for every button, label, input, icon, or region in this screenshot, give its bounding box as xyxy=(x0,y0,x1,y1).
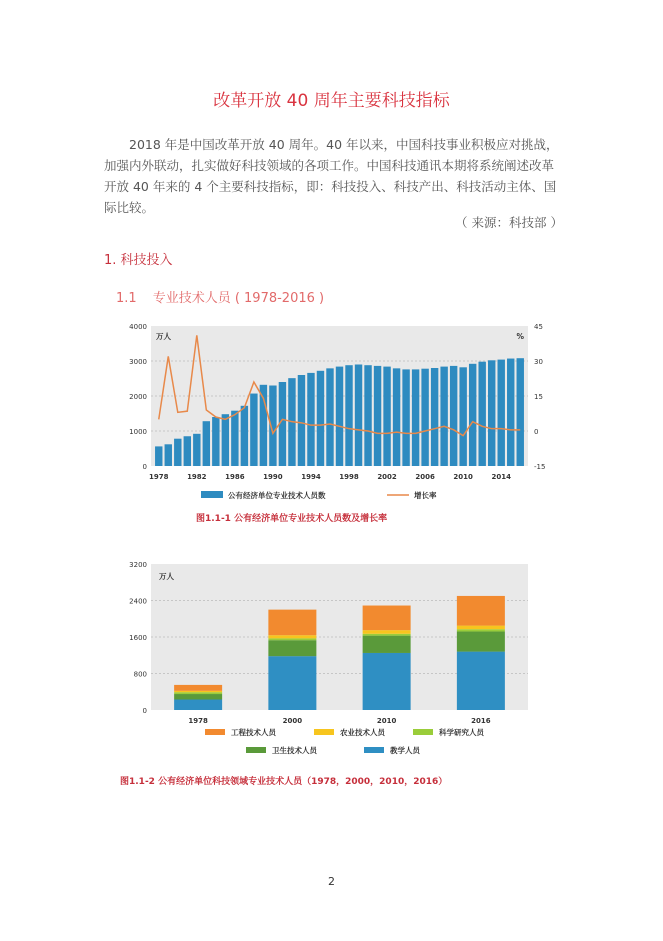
legend-label: 农业技术人员 xyxy=(340,728,385,737)
bar xyxy=(326,368,333,466)
x-tick-label: 1994 xyxy=(301,473,321,481)
page-number: 2 xyxy=(328,875,335,888)
stacked-bar-segment xyxy=(457,629,505,631)
legend-label: 科学研究人员 xyxy=(439,728,484,737)
bar xyxy=(155,446,162,466)
bar xyxy=(231,411,238,466)
bar xyxy=(307,373,314,466)
y2-tick-label: 45 xyxy=(534,323,543,331)
x-tick-label: 2000 xyxy=(282,717,303,725)
y2-tick-label: 30 xyxy=(534,358,543,366)
stacked-bar-segment xyxy=(363,606,411,631)
legend-swatch xyxy=(205,729,225,735)
stacked-bar-segment xyxy=(174,694,222,699)
y-axis-unit: 万人 xyxy=(156,332,171,341)
bar xyxy=(421,369,428,466)
legend-swatch xyxy=(314,729,334,735)
legend-swatch xyxy=(413,729,433,735)
section-number: 1.1 xyxy=(116,291,137,306)
stacked-bar-segment xyxy=(174,700,222,710)
bar xyxy=(412,369,419,466)
y-tick-label: 3000 xyxy=(129,358,147,366)
stacked-bar-segment xyxy=(363,653,411,710)
x-tick-label: 1990 xyxy=(263,473,283,481)
chart-caption: 图1.1-2 公有经济单位科技领域专业技术人员（1978，2000，2010，2016） xyxy=(120,777,448,787)
intro-paragraph: 2018 年是中国改革开放 40 周年。40 年以来，中国科技事业积极应对挑战，加强内外联动，扎实做好科技领域的各项工作。中国科技通讯本期将系统阐述改革开放 40 年来的 4 个主要科技指标，即：科技投入、科技产出、科技活动主体、国际比较。 xyxy=(104,137,559,215)
stacked-bar-segment xyxy=(268,656,316,710)
stacked-bar-segment xyxy=(174,691,222,692)
y2-tick-label: 15 xyxy=(534,393,543,401)
y2-tick-label: 0 xyxy=(534,428,539,436)
bar xyxy=(383,367,390,466)
y-tick-label: 2400 xyxy=(129,597,147,606)
bar xyxy=(241,406,248,466)
stacked-bar-segment xyxy=(174,685,222,691)
stacked-bar-segment xyxy=(457,652,505,710)
x-tick-label: 1978 xyxy=(188,717,208,725)
chart-caption: 图1.1-1 公有经济单位专业技术人员数及增长率 xyxy=(196,514,388,524)
y-tick-label: 1000 xyxy=(129,428,147,436)
stacked-bar-segment xyxy=(268,640,316,656)
x-tick-label: 2010 xyxy=(453,473,473,481)
y-tick-label: 1600 xyxy=(129,634,147,642)
legend-swatch xyxy=(246,747,266,753)
bar xyxy=(402,369,409,466)
stacked-bar-segment xyxy=(268,635,316,638)
page-title: 改革开放 40 周年主要科技指标 xyxy=(213,91,450,111)
section-heading-1: 1. 科技投入 xyxy=(104,253,173,268)
bar xyxy=(431,368,438,466)
x-tick-label: 2006 xyxy=(415,473,435,481)
stacked-bar-segment xyxy=(363,630,411,634)
legend-label: 卫生技术人员 xyxy=(272,746,317,755)
y2-tick-label: -15 xyxy=(534,463,546,471)
stacked-bar-segment xyxy=(174,692,222,694)
y-tick-label: 0 xyxy=(142,463,147,471)
x-tick-label: 1998 xyxy=(339,473,359,481)
bar xyxy=(317,371,324,466)
x-tick-label: 1986 xyxy=(225,473,245,481)
bar xyxy=(488,360,495,466)
legend-swatch xyxy=(364,747,384,753)
bar xyxy=(507,359,514,466)
bar xyxy=(336,367,343,466)
y-tick-label: 3200 xyxy=(129,561,147,569)
y2-axis-unit: % xyxy=(516,332,524,341)
bar xyxy=(498,360,505,466)
bar xyxy=(450,366,457,466)
x-tick-label: 2002 xyxy=(377,473,397,481)
bar xyxy=(374,366,381,466)
bar xyxy=(345,365,352,466)
legend-label: 教学人员 xyxy=(390,746,420,755)
bar xyxy=(478,362,485,466)
stacked-bar-segment xyxy=(268,638,316,640)
bar xyxy=(440,367,447,466)
stacked-bar-segment xyxy=(457,596,505,626)
bar xyxy=(250,394,257,466)
chart-2-stacked-bar xyxy=(116,556,556,801)
y-tick-label: 4000 xyxy=(129,323,147,331)
section-title: 专业技术人员 ( 1978-2016 ) xyxy=(152,291,325,306)
bar xyxy=(355,365,362,467)
stacked-bar-segment xyxy=(268,610,316,636)
bar xyxy=(184,436,191,466)
stacked-bar-segment xyxy=(457,632,505,652)
bar xyxy=(222,414,229,466)
bar xyxy=(212,417,219,466)
x-tick-label: 1982 xyxy=(187,473,207,481)
y-axis-unit: 万人 xyxy=(159,572,174,581)
bar xyxy=(193,434,200,466)
bar xyxy=(469,364,476,466)
stacked-bar-segment xyxy=(363,634,411,636)
x-tick-label: 2016 xyxy=(471,717,491,725)
bar xyxy=(165,444,172,466)
bar xyxy=(174,439,181,466)
bar xyxy=(203,421,210,466)
bar xyxy=(517,358,524,466)
y-tick-label: 2000 xyxy=(129,393,147,401)
bar xyxy=(393,368,400,466)
bar xyxy=(459,367,466,466)
legend-swatch-bar xyxy=(201,491,223,498)
x-tick-label: 2014 xyxy=(491,473,511,481)
legend-label: 增长率 xyxy=(414,491,437,500)
section-heading-1-1 xyxy=(116,287,324,306)
source-note: （ 来源：科技部 ） xyxy=(455,215,563,230)
legend-label: 工程技术人员 xyxy=(231,728,276,737)
y-tick-label: 800 xyxy=(133,670,147,679)
legend-label: 公有经济单位专业技术人员数 xyxy=(228,491,326,500)
x-tick-label: 2010 xyxy=(376,717,397,725)
bar xyxy=(364,365,371,466)
bar xyxy=(298,375,305,466)
y-tick-label: 0 xyxy=(142,707,147,715)
x-tick-label: 1978 xyxy=(149,473,169,481)
stacked-bar-segment xyxy=(457,626,505,630)
chart-1-bar-line xyxy=(116,318,556,533)
stacked-bar-segment xyxy=(363,636,411,653)
